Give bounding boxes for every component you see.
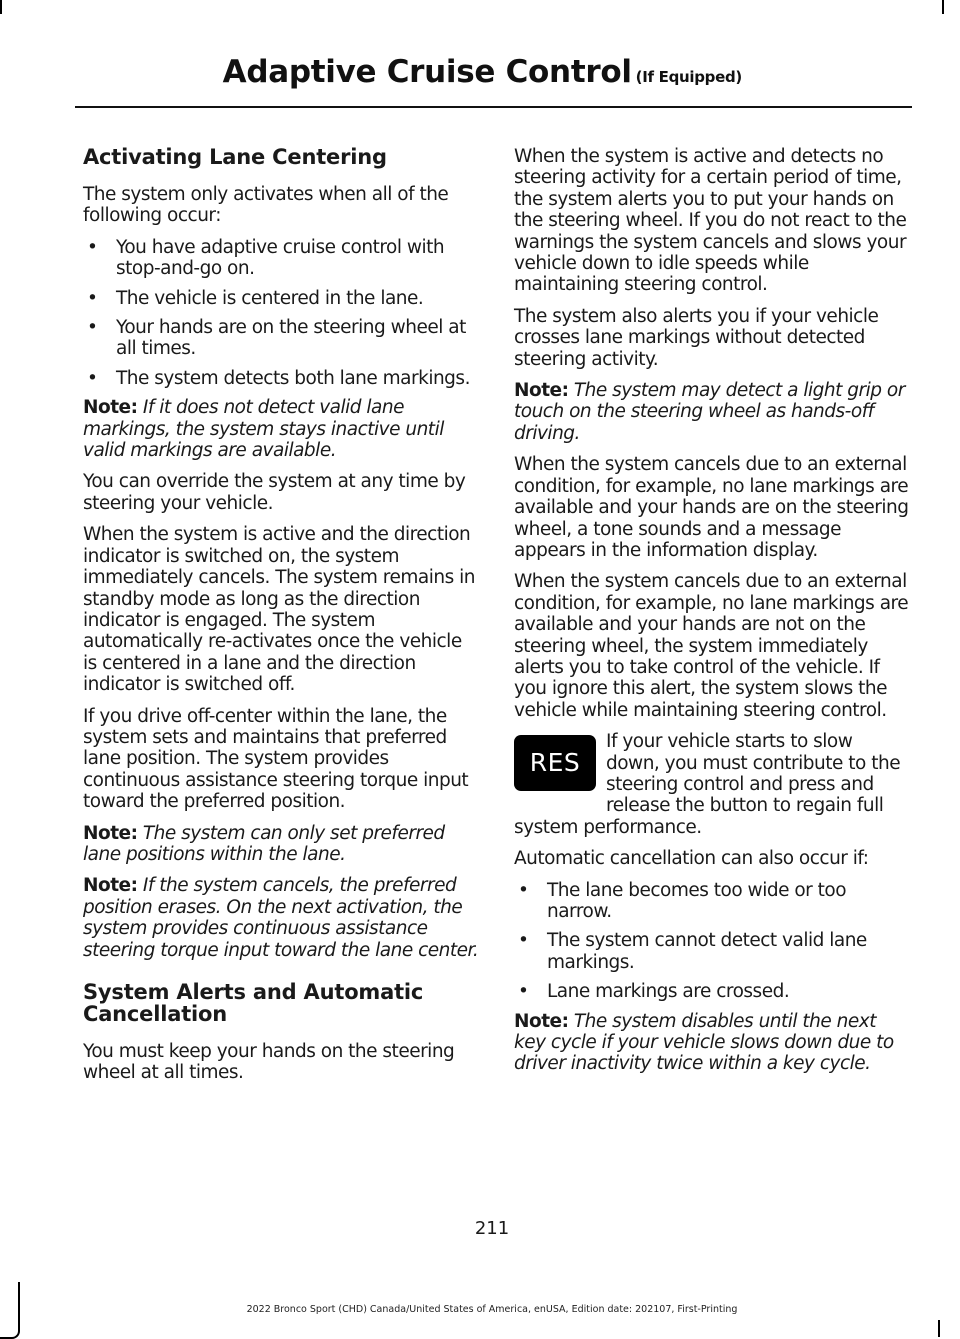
note-label: Note: [83,875,138,897]
body-paragraph: The system also alerts you if your vehicle crosses lane markings without detected steering activity. [514,305,879,370]
page-number: 211 [474,1218,510,1239]
bullet-icon: • [87,236,98,258]
left-column [83,146,479,1094]
body-paragraph: When the system cancels due to an external condition, for example, no lane markings are available and your hands are on the steering wheel, a tone sounds and a message appears in the information display. [514,454,909,561]
note-paragraph [514,1011,910,1075]
note-paragraph [83,875,479,961]
list-item [514,880,910,923]
bullet-icon: • [518,879,529,901]
list-item [83,317,479,360]
body-paragraph: You must keep your hands on the steering wheel at all times. [83,1041,455,1084]
body-paragraph: Automatic cancellation can also occur if: [514,848,869,870]
note-paragraph [83,397,479,461]
note-text: The system can only set preferred lane positions within the lane. [83,822,445,865]
bullet-icon: • [87,367,98,389]
res-instruction-text: If your vehicle starts to slow down, you must contribute to the steering control and press and release the button to regain full system performance. [514,731,901,838]
bullet-icon: • [518,981,529,1003]
note-text: The system may detect a light grip or touch on the steering wheel as hands-off driving. [514,380,905,444]
res-instruction-paragraph [514,731,910,838]
body-paragraph: You can override the system at any time by steering your vehicle. [83,471,466,514]
body-paragraph: When the system cancels due to an external condition, for example, no lane markings are available and your hands are not on the steering wheel, the system immediately alerts you to take control of the vehicle. If you ignore this alert, the system slows the vehicle while maintaining steering control. [514,571,909,721]
body-paragraph: When the system is active and detects no steering activity for a certain period of time, the system alerts you to put your hands on the steering wheel. If you do not react to the warnings the system cancels and slows your vehicle down to idle speeds while maintaining steering control. [514,146,907,296]
list-item [83,288,479,309]
page-header-title [223,54,742,90]
list-item [514,930,910,973]
heading-activating-lane-centering: Activating Lane Centering [83,145,387,169]
res-button-icon: RES [514,735,596,791]
note-paragraph [83,823,479,866]
bullet-icon: • [518,930,529,952]
note-label: Note: [83,822,138,844]
list-item-text: The lane becomes too wide or too narrow. [547,879,847,922]
bullet-icon: • [87,317,98,339]
list-item [83,368,479,389]
right-column [514,146,910,1085]
activation-conditions-list [83,237,479,389]
body-paragraph: When the system is active and the direction indicator is switched on, the system immediately cancels. The system remains in standby mode as long as the direction indicator is engaged. The system automatically re-activates once the vehicle is centered in a lane and the direction indicator is switched off. [83,524,475,696]
note-label: Note: [514,1010,569,1032]
list-item-text: The vehicle is centered in the lane. [116,287,424,309]
note-label: Note: [83,397,138,419]
cancellation-conditions-list [514,880,910,1003]
crop-mark-top-left [0,0,2,14]
heading-system-alerts: System Alerts and Automatic Cancellation [83,980,424,1026]
note-text: If the system cancels, the preferred position erases. On the next activation, the system provides continuous assistance steering torque input toward the lane center. [83,875,479,961]
crop-mark-bottom-right [938,1320,940,1337]
list-item-text: Lane markings are crossed. [547,981,790,1003]
footer-edition-info: 2022 Bronco Sport (CHD) Canada/United States of America, enUSA, Edition date: 202107, First-Printing [246,1304,738,1315]
intro-paragraph: The system only activates when all of the following occur: [83,184,449,227]
note-text: The system disables until the next key cycle if your vehicle slows down due to driver inactivity twice within a key cycle. [514,1010,894,1075]
list-item [514,981,910,1002]
crop-mark-top-right [942,0,944,14]
body-paragraph: If you drive off-center within the lane, the system sets and maintains that preferred lane position. The system provides continuous assistance steering torque input toward the preferred position. [83,705,469,813]
list-item-text: The system detects both lane markings. [116,367,470,389]
list-item-text: The system cannot detect valid lane markings. [547,930,867,973]
header-subtitle: (If Equipped) [635,68,742,86]
note-text: If it does not detect valid lane markings, the system stays inactive until valid markings are available. [83,397,444,462]
list-item [83,237,479,280]
header-title-text: Adaptive Cruise Control [222,54,632,90]
note-label: Note: [514,380,569,402]
list-item-text: You have adaptive cruise control with stop-and-go on. [116,236,445,280]
list-item-text: Your hands are on the steering wheel at all times. [116,317,466,360]
bullet-icon: • [87,287,98,309]
header-rule [75,106,912,108]
note-paragraph [514,380,910,444]
